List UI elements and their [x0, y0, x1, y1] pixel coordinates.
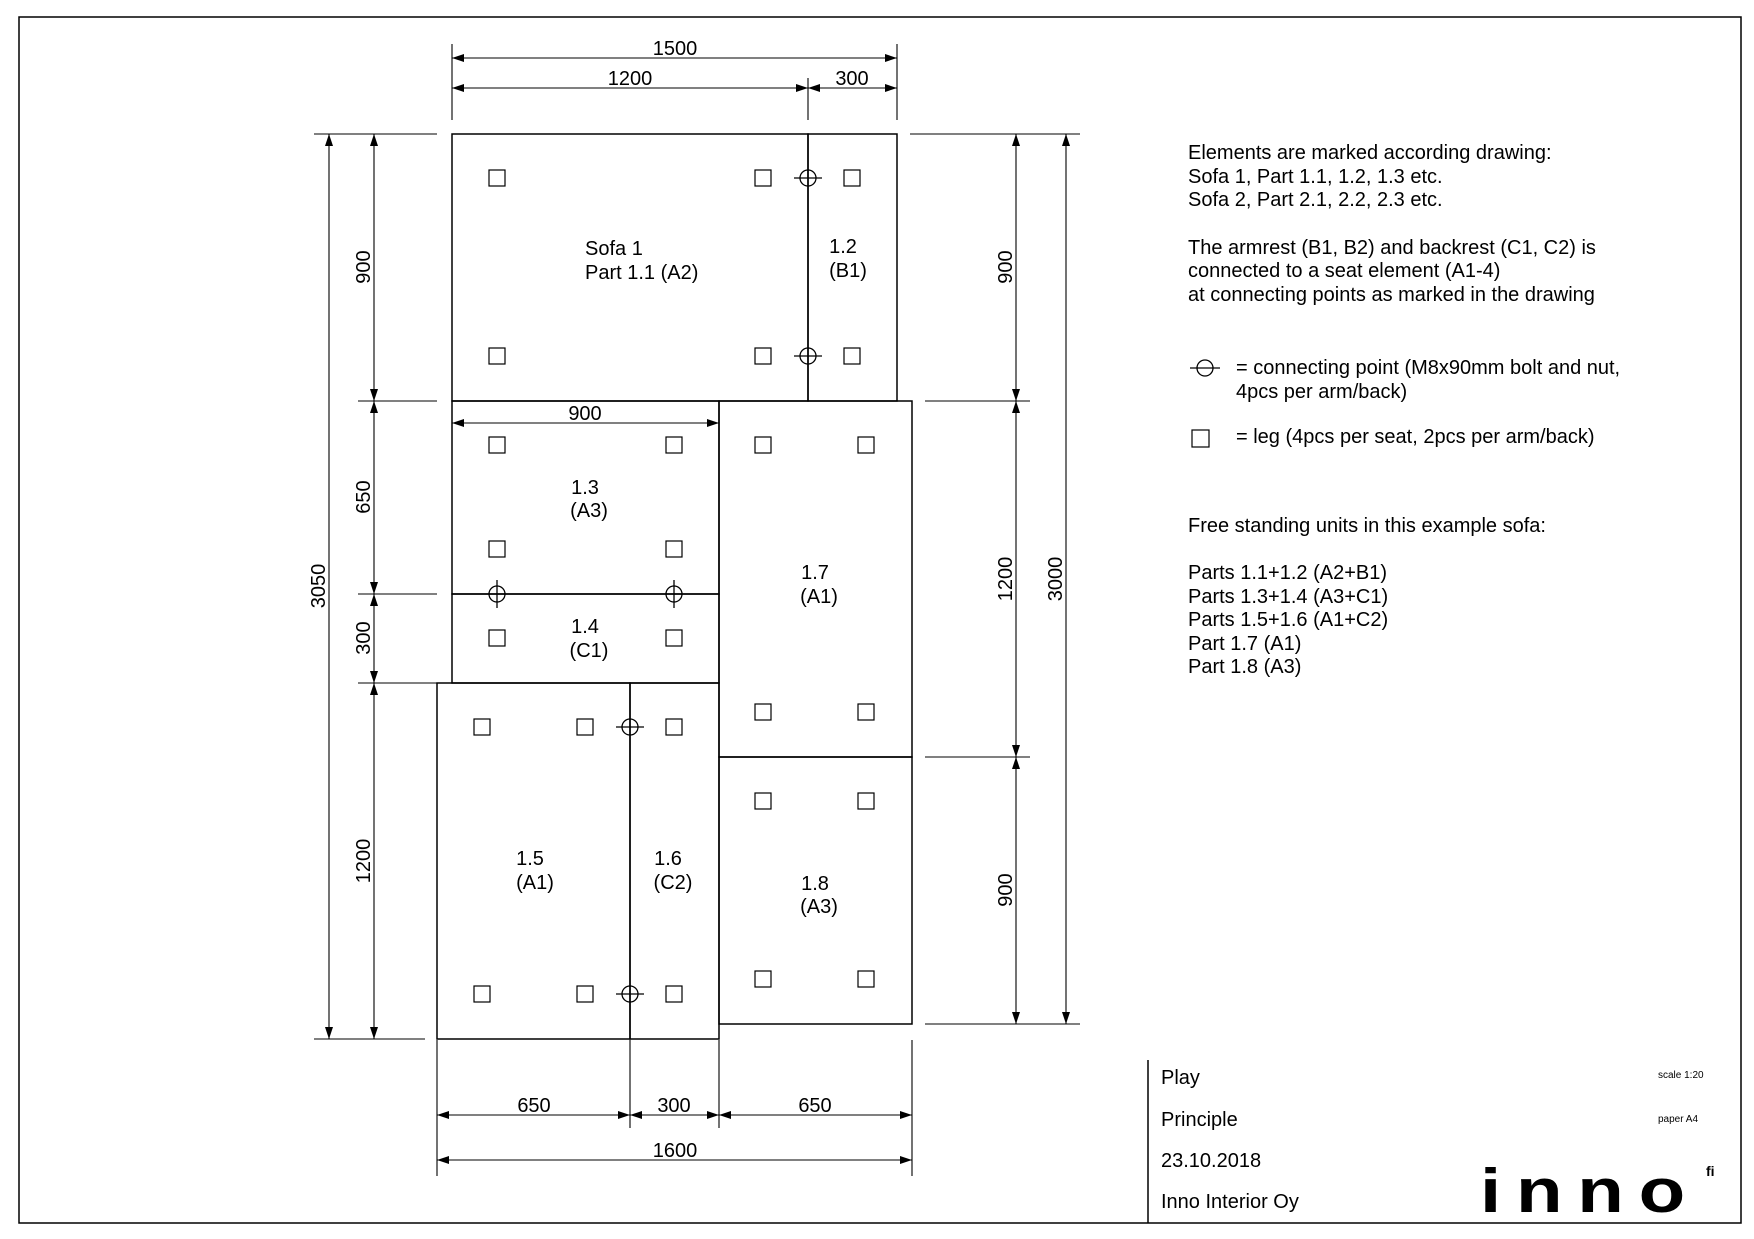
- legend-text: 4pcs per arm/back): [1236, 380, 1408, 403]
- dim-left-1200: 1200: [353, 838, 375, 884]
- legend-leg: [1188, 426, 1668, 450]
- leg-icon: [489, 170, 505, 186]
- part-1-5-label-line1: 1.5: [516, 848, 544, 870]
- note-line: Sofa 1, Part 1.1, 1.2, 1.3 etc.: [1188, 165, 1443, 188]
- units-list: [1188, 562, 1668, 680]
- leg-icon: [666, 986, 682, 1002]
- leg-icon: [844, 348, 860, 364]
- leg-icon: [489, 541, 505, 557]
- title-block: [1161, 1067, 1715, 1226]
- inno-logo-superscript: fi: [1706, 1163, 1715, 1179]
- part-1-4-label-line1: 1.4: [571, 616, 599, 638]
- part-1-4: [452, 594, 719, 683]
- part-1-3-label-line2: (A3): [570, 500, 608, 522]
- company-name: Inno Interior Oy: [1161, 1191, 1299, 1213]
- drawing-subtitle: Principle: [1161, 1109, 1238, 1131]
- part-1-6-label-line2: (C2): [653, 872, 693, 894]
- drawing-title: Play: [1161, 1067, 1200, 1089]
- leg-icon: [858, 971, 874, 987]
- leg-icon: [755, 971, 771, 987]
- leg-icon: [755, 348, 771, 364]
- list-item: Parts 1.3+1.4 (A3+C1): [1188, 585, 1389, 608]
- note-line: Sofa 2, Part 2.1, 2.2, 2.3 etc.: [1188, 189, 1443, 211]
- scale-label: scale 1:20: [1658, 1070, 1704, 1081]
- leg-icon: [489, 437, 505, 453]
- paper-label: paper A4: [1658, 1114, 1699, 1125]
- units-title: [1188, 515, 1668, 539]
- dim-right-total: 3000: [1045, 556, 1067, 602]
- dim-left-outer: 3050: [308, 563, 330, 609]
- legend-connecting-point: [1188, 357, 1668, 404]
- list-item: Part 1.7 (A1): [1188, 632, 1302, 655]
- part-1-1-label-line1: Sofa 1: [585, 238, 643, 260]
- connect-point-icon: [1188, 357, 1222, 379]
- dim-bottom-total: 1600: [652, 1140, 698, 1162]
- note-line: at connecting points as marked in the drawing: [1188, 283, 1595, 306]
- note-line: Elements are marked according drawing:: [1188, 142, 1552, 164]
- leg-icon: [577, 986, 593, 1002]
- drawing-date: 23.10.2018: [1161, 1150, 1262, 1172]
- note-line: Free standing units in this example sofa:: [1188, 514, 1546, 537]
- leg-icon: [755, 170, 771, 186]
- list-item: Part 1.8 (A3): [1188, 656, 1302, 678]
- part-1-4-label-line2: (C1): [569, 640, 609, 662]
- list-item: Parts 1.5+1.6 (A1+C2): [1188, 609, 1389, 631]
- leg-icon: [666, 630, 682, 646]
- inno-logo: inno: [1480, 1157, 1700, 1226]
- leg-icon: [666, 719, 682, 735]
- leg-icon: [489, 348, 505, 364]
- part-1-5-label-line2: (A1): [516, 872, 554, 894]
- connection-note: [1188, 237, 1668, 308]
- dim-top-left: 1200: [607, 68, 653, 90]
- part-1-1-label-line2: Part 1.1 (A2): [585, 262, 699, 284]
- legend-text: = connecting point (M8x90mm bolt and nut,: [1236, 357, 1621, 379]
- part-1-8-label-line1: 1.8: [801, 873, 829, 895]
- leg-icon: [474, 986, 490, 1002]
- leg-icon: [489, 630, 505, 646]
- part-1-8-label-line2: (A3): [800, 896, 838, 918]
- note-line: The armrest (B1, B2) and backrest (C1, C2) is: [1188, 236, 1596, 259]
- part-1-7-label-line1: 1.7: [801, 562, 829, 584]
- leg-icon: [858, 704, 874, 720]
- part-1-7-label-line2: (A1): [800, 586, 838, 608]
- part-1-2-label-line2: (B1): [829, 260, 867, 282]
- dim-inner-900: 900: [568, 403, 602, 425]
- leg-icon: [755, 437, 771, 453]
- dim-bottom-650-right: 650: [798, 1095, 832, 1117]
- leg-icon: [1188, 426, 1222, 450]
- legend-text: = leg (4pcs per seat, 2pcs per arm/back): [1236, 426, 1595, 448]
- dim-bottom-650-left: 650: [517, 1095, 551, 1117]
- leg-icon: [755, 704, 771, 720]
- leg-icon: [474, 719, 490, 735]
- dim-right-900-top: 900: [995, 250, 1017, 284]
- leg-icon: [844, 170, 860, 186]
- part-1-2-label-line1: 1.2: [829, 236, 857, 258]
- dim-left-650: 650: [353, 480, 375, 514]
- dim-top-total: 1500: [652, 38, 698, 60]
- marking-note: [1188, 142, 1668, 213]
- part-1-3-label-line1: 1.3: [571, 477, 599, 499]
- leg-icon: [666, 437, 682, 453]
- leg-icon: [858, 793, 874, 809]
- dim-left-300: 300: [353, 621, 375, 655]
- leg-icon: [858, 437, 874, 453]
- part-labels: [516, 236, 867, 918]
- dimension-lines: [314, 44, 1080, 1176]
- dim-right-1200: 1200: [995, 556, 1017, 602]
- dim-left-900: 900: [353, 250, 375, 284]
- leg-icon: [755, 793, 771, 809]
- part-1-6-label-line1: 1.6: [654, 848, 682, 870]
- list-item: Parts 1.1+1.2 (A2+B1): [1188, 562, 1388, 584]
- note-line: connected to a seat element (A1-4): [1188, 260, 1501, 282]
- dim-bottom-300: 300: [657, 1095, 691, 1117]
- dimension-labels: [308, 38, 1067, 1162]
- dim-right-900-bottom: 900: [995, 873, 1017, 907]
- leg-icon: [577, 719, 593, 735]
- notes-panel: [1188, 142, 1668, 704]
- dim-top-right: 300: [835, 68, 869, 90]
- leg-icon: [666, 541, 682, 557]
